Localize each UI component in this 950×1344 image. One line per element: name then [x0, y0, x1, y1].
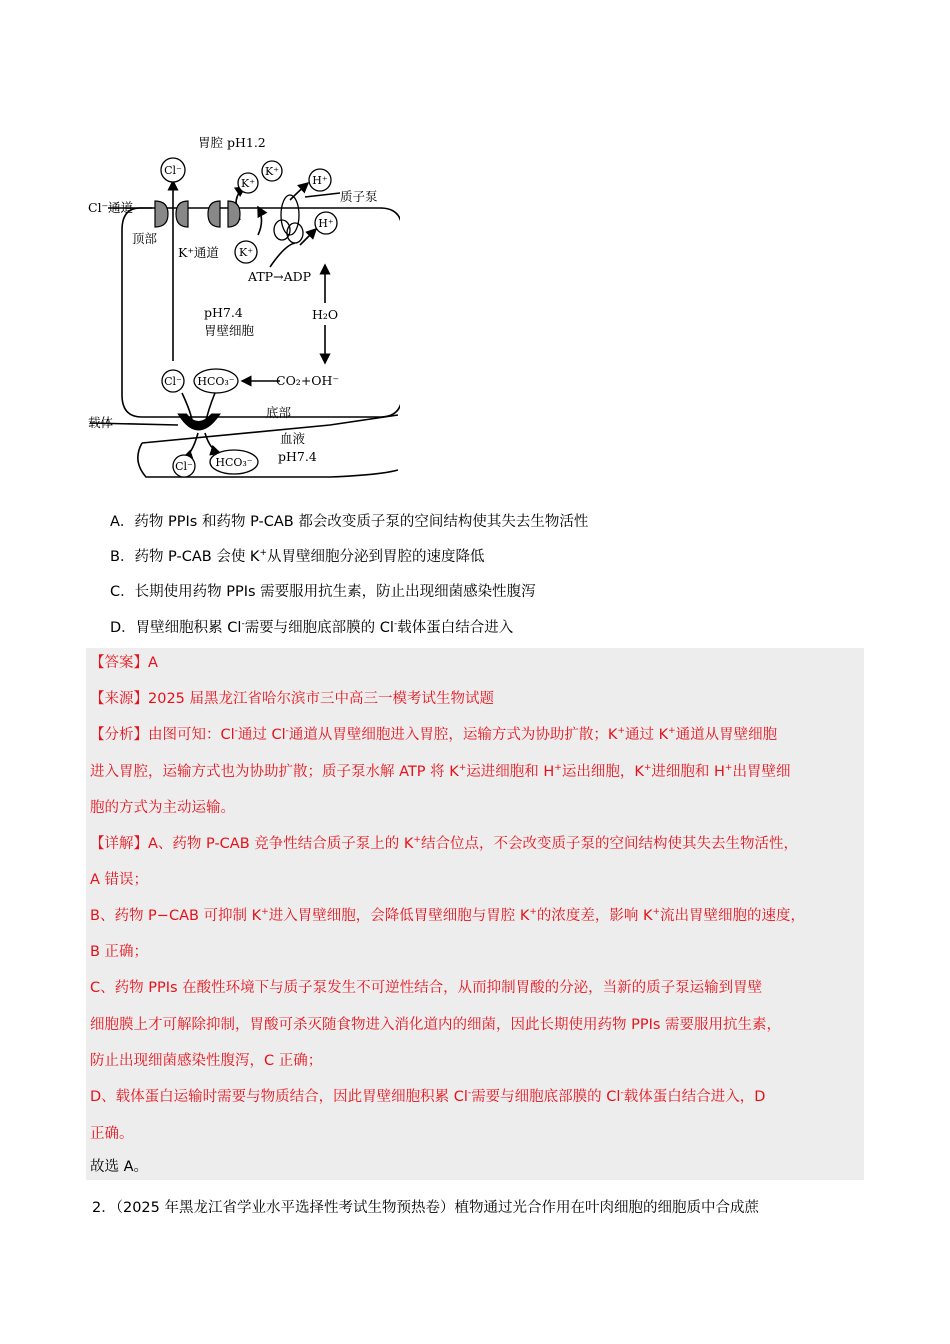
ion-h-cell: H⁺ — [318, 217, 334, 230]
ion-cl-blood: Cl⁻ — [175, 460, 193, 473]
blood-ph-label: pH7.4 — [278, 449, 317, 464]
diagram-svg — [80, 125, 400, 495]
detail-line-9: 正确。 — [90, 1126, 134, 1142]
ion-k-2: K⁺ — [264, 165, 280, 178]
detail-line-2: A 错误； — [90, 872, 149, 888]
blood-label: 血液 — [280, 431, 306, 446]
proton-pump-label: 质子泵 — [340, 189, 378, 204]
analysis-line-1: 【分析】由图可知：Cl-通过 Cl-通道从胃壁细胞进入胃腔，运输方式为协助扩散；K+通过 K+通道从胃壁细胞 — [90, 726, 778, 743]
answer-line: 【答案】A — [90, 655, 158, 671]
co2-oh-label: CO₂+OH⁻ — [276, 373, 340, 388]
source-line: 【来源】2025 届黑龙江省哈尔滨市三中高三一模考试生物试题 — [90, 691, 495, 707]
ion-hco3-blood: HCO₃⁻ — [215, 456, 253, 469]
detail-line-4: B 正确； — [90, 944, 149, 960]
analysis-line-3: 胞的方式为主动运输。 — [90, 800, 235, 816]
ion-k-cell: K⁺ — [238, 246, 254, 259]
water-label: H₂O — [312, 307, 339, 322]
next-question: 2．（2025 年黑龙江省学业水平选择性考试生物预热卷）植物通过光合作用在叶肉细胞的细胞质中合成蔗 — [92, 1200, 759, 1216]
detail-line-3: B、药物 P−CAB 可抑制 K+进入胃壁细胞，会降低胃壁细胞与胃腔 K+的浓度差，影响 K+流出胃壁细胞的速度， — [90, 907, 806, 924]
conclusion-line: 故选 A。 — [90, 1159, 149, 1175]
option-a: A．药物 PPIs 和药物 P-CAB 都会改变质子泵的空间结构使其失去生物活性 — [110, 514, 589, 530]
detail-line-8: D、载体蛋白运输时需要与物质结合，因此胃壁细胞积累 Cl-需要与细胞底部膜的 Cl-载体蛋白结合进入，D — [90, 1088, 766, 1105]
option-c: C．长期使用药物 PPIs 需要服用抗生素，防止出现细菌感染性腹泻 — [110, 584, 536, 600]
option-b: B．药物 P-CAB 会使 K+从胃壁细胞分泌到胃腔的速度降低 — [110, 548, 485, 565]
cl-channel-label: Cl⁻通道 — [88, 200, 134, 215]
ion-hco3-cell: HCO₃⁻ — [197, 375, 235, 388]
apical-label: 顶部 — [132, 231, 158, 246]
cell-name-label: 胃壁细胞 — [204, 323, 255, 338]
ion-h-lumen: H⁺ — [312, 174, 328, 187]
analysis-line-2: 进入胃腔，运输方式也为协助扩散；质子泵水解 ATP 将 K+运进细胞和 H+运出细胞，K+进细胞和 H+出胃壁细 — [90, 763, 791, 780]
cell-ph-label: pH7.4 — [204, 305, 243, 320]
atp-adp-label: ATP→ADP — [248, 269, 312, 284]
ion-k-1: K⁺ — [240, 177, 256, 190]
detail-line-7: 防止出现细菌感染性腹泻，C 正确； — [90, 1053, 323, 1069]
detail-line-5: C、药物 PPIs 在酸性环境下与质子泵发生不可逆性结合，从而抑制胃酸的分泌，当新的质子泵运输到胃壁 — [90, 980, 763, 996]
detail-line-1: 【详解】A、药物 P-CAB 竞争性结合质子泵上的 K+结合位点，不会改变质子泵的空间结构使其失去生物活性， — [90, 835, 798, 852]
ion-cl-cell: Cl⁻ — [164, 375, 182, 388]
lumen-label: 胃腔 pH1.2 — [198, 135, 266, 150]
option-d: D．胃壁细胞积累 Cl-需要与细胞底部膜的 Cl-载体蛋白结合进入 — [110, 619, 514, 636]
carrier-label: 载体 — [88, 415, 114, 430]
gastric-cell-diagram — [80, 125, 400, 495]
k-channel-label: K⁺通道 — [178, 245, 219, 260]
ion-cl-lumen: Cl⁻ — [164, 164, 182, 177]
basal-label: 底部 — [266, 405, 292, 420]
detail-line-6: 细胞膜上才可解除抑制，胃酸可杀灭随食物进入消化道内的细菌，因此长期使用药物 PPIs 需要服用抗生素， — [90, 1017, 782, 1033]
